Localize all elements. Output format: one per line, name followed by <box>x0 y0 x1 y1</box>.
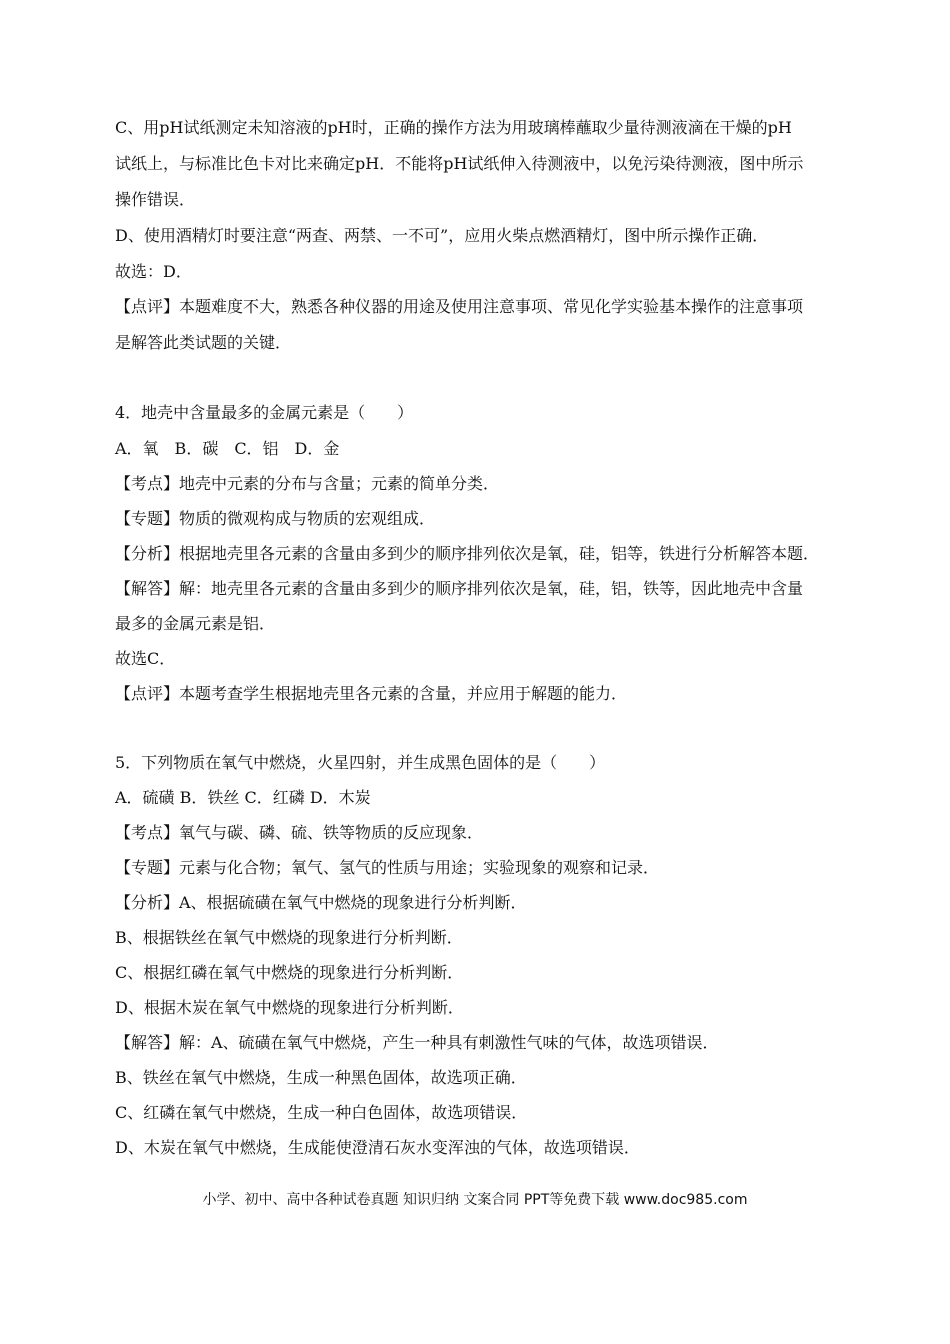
question-4-kaodian: 【考点】地壳中元素的分布与含量；元素的简单分类． <box>115 474 500 493</box>
page-footer: 小学、初中、高中各种试卷真题 知识归纳 文案合同 PPT等免费下载 www.doc985.com <box>202 1192 748 1208</box>
question-5-jieda: 【解答】解：A、硫磺在氧气中燃烧，产生一种具有刺激性气味的气体，故选项错误． <box>115 1033 719 1052</box>
question-5-jieda-d: D、木炭在氧气中燃烧，生成能使澄清石灰水变浑浊的气体，故选项错误． <box>115 1138 640 1157</box>
question-5-zhuanti: 【专题】元素与化合物；氧气、氢气的性质与用途；实验现象的观察和记录． <box>115 858 660 877</box>
text-line: 试纸上，与标准比色卡对比来确定pH．不能将pH试纸伸入待测液中，以免污染待测液，图中所示 <box>115 154 804 173</box>
question-5-title: 5．下列物质在氧气中燃烧，火星四射，并生成黑色固体的是（ ） <box>115 753 606 772</box>
question-4-jieda: 【解答】解：地壳里各元素的含量由多到少的顺序排列依次是氧，硅，铝，铁等，因此地壳中含量 <box>115 579 804 598</box>
question-4-answer: 故选C． <box>115 649 176 668</box>
question-5-fenxi: 【分析】A、根据硫磺在氧气中燃烧的现象进行分析判断． <box>115 893 527 912</box>
question-5-jieda-b: B、铁丝在氧气中燃烧，生成一种黑色固体，故选项正确． <box>115 1068 527 1087</box>
question-5-fenxi-c: C、根据红磷在氧气中燃烧的现象进行分析判断． <box>115 963 464 982</box>
question-5-options: A．硫磺 B．铁丝 C．红磷 D．木炭 <box>115 788 371 807</box>
question-5-fenxi-d: D、根据木炭在氧气中燃烧的现象进行分析判断． <box>115 998 464 1017</box>
question-4-options: A．氧 B．碳 C．铝 D．金 <box>115 439 340 458</box>
text-line: 故选：D． <box>115 262 192 281</box>
question-5-fenxi-b: B、根据铁丝在氧气中燃烧的现象进行分析判断． <box>115 928 463 947</box>
comment-line: 是解答此类试题的关键． <box>115 333 292 352</box>
comment-line: 【点评】本题难度不大，熟悉各种仪器的用途及使用注意事项、常见化学实验基本操作的注意事项 <box>115 297 804 316</box>
question-5-kaodian: 【考点】氧气与碳、磷、硫、铁等物质的反应现象． <box>115 823 484 842</box>
question-4-fenxi: 【分析】根据地壳里各元素的含量由多到少的顺序排列依次是氧，硅，铝等，铁进行分析解答本题． <box>115 544 820 563</box>
question-4-jieda-cont: 最多的金属元素是铝． <box>115 614 276 633</box>
question-5-jieda-c: C、红磷在氧气中燃烧，生成一种白色固体，故选项错误． <box>115 1103 528 1122</box>
text-line: 操作错误． <box>115 190 196 209</box>
question-4-title: 4．地壳中含量最多的金属元素是（ ） <box>115 403 414 422</box>
text-line: D、使用酒精灯时要注意“两查、两禁、一不可”，应用火柴点燃酒精灯，图中所示操作正确． <box>115 226 769 245</box>
question-4-dianping: 【点评】本题考查学生根据地壳里各元素的含量，并应用于解题的能力． <box>115 684 628 703</box>
question-4-zhuanti: 【专题】物质的微观构成与物质的宏观组成． <box>115 509 436 528</box>
text-line: C、用pH试纸测定未知溶液的pH时，正确的操作方法为用玻璃棒蘸取少量待测液滴在干燥的pH <box>115 118 792 137</box>
